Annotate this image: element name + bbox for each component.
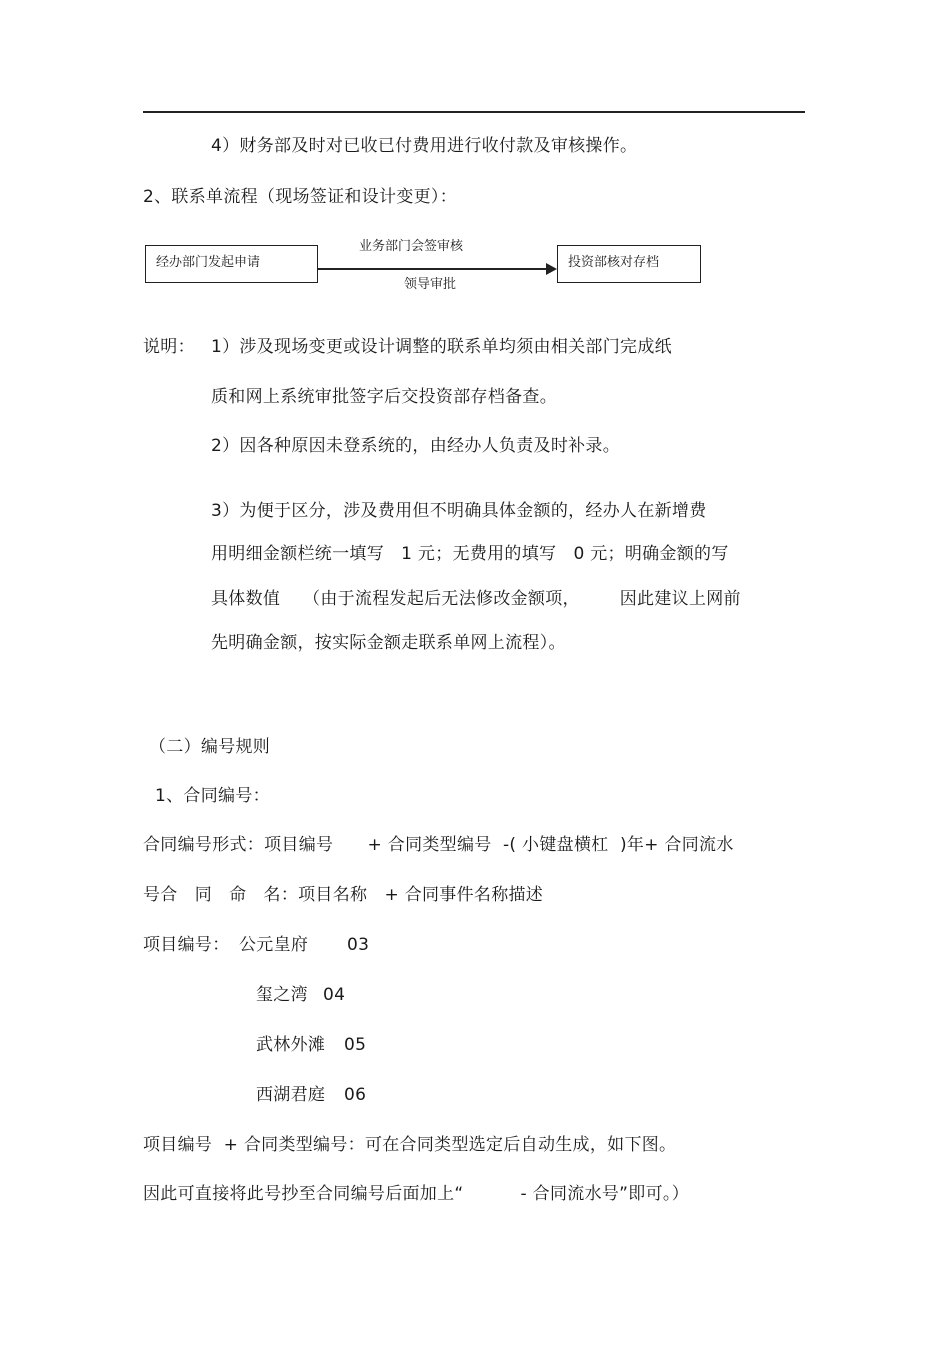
flow-label-countersign: 业务部门会签审核 [359,239,464,254]
finance-step-text: 4）财务部及时对已收已付费用进行收付款及审核操作。 [211,136,638,156]
note-3-line-1: 3）为便于区分，涉及费用但不明确具体金额的，经办人在新增费 [211,501,707,521]
contact-flow-heading: 2、联系单流程（现场签证和设计变更）： [143,187,458,207]
note-2: 2）因各种原因未登系统的，由经办人负责及时补录。 [211,436,621,456]
contract-format-line: 合同编号形式：项目编号 + 合同类型编号 -( 小键盘横杠 )年+ 合同流水 [143,835,734,855]
project-code-label: 项目编号： [143,935,230,955]
flow-arrow-head-icon [546,263,557,275]
project-code: 06 [344,1085,367,1105]
section-numbering-heading: （二）编号规则 [149,737,271,757]
project-name: 西湖君庭 [256,1085,326,1105]
project-name: 公元皇府 [239,935,309,955]
notes-label: 说明： [143,337,195,357]
note-3-line-4: 先明确金额，按实际金额走联系单网上流程）。 [211,633,566,653]
note-1-line-1: 1）涉及现场变更或设计调整的联系单均须由相关部门完成纸 [211,337,672,357]
flow-end-box: 投资部核对存档 [557,245,701,283]
auto-generate-line: 项目编号 + 合同类型编号：可在合同类型选定后自动生成，如下图。 [143,1135,677,1155]
contract-number-heading: 1、合同编号： [155,786,270,806]
project-name: 武林外滩 [256,1035,326,1055]
note-3-line-2: 用明细金额栏统一填写 1 元；无费用的填写 0 元；明确金额的写 [211,544,729,564]
flow-start-box: 经办部门发起申请 [145,245,318,283]
contract-naming-line: 号合 同 命 名：项目名称 + 合同事件名称描述 [143,885,544,905]
header-rule [143,111,805,113]
note-1-line-2: 质和网上系统审批签字后交投资部存档备查。 [211,387,557,407]
copy-number-line: 因此可直接将此号抄至合同编号后面加上“ - 合同流水号”即可。） [143,1184,689,1204]
project-name: 玺之湾 [256,985,308,1005]
project-code: 04 [323,985,346,1005]
project-code: 05 [344,1035,367,1055]
project-code: 03 [347,935,370,955]
flow-label-approval: 领导审批 [404,277,457,292]
note-3-line-3: 具体数值 （由于流程发起后无法修改金额项， 因此建议上网前 [211,589,741,609]
flow-arrow-line [317,268,549,270]
